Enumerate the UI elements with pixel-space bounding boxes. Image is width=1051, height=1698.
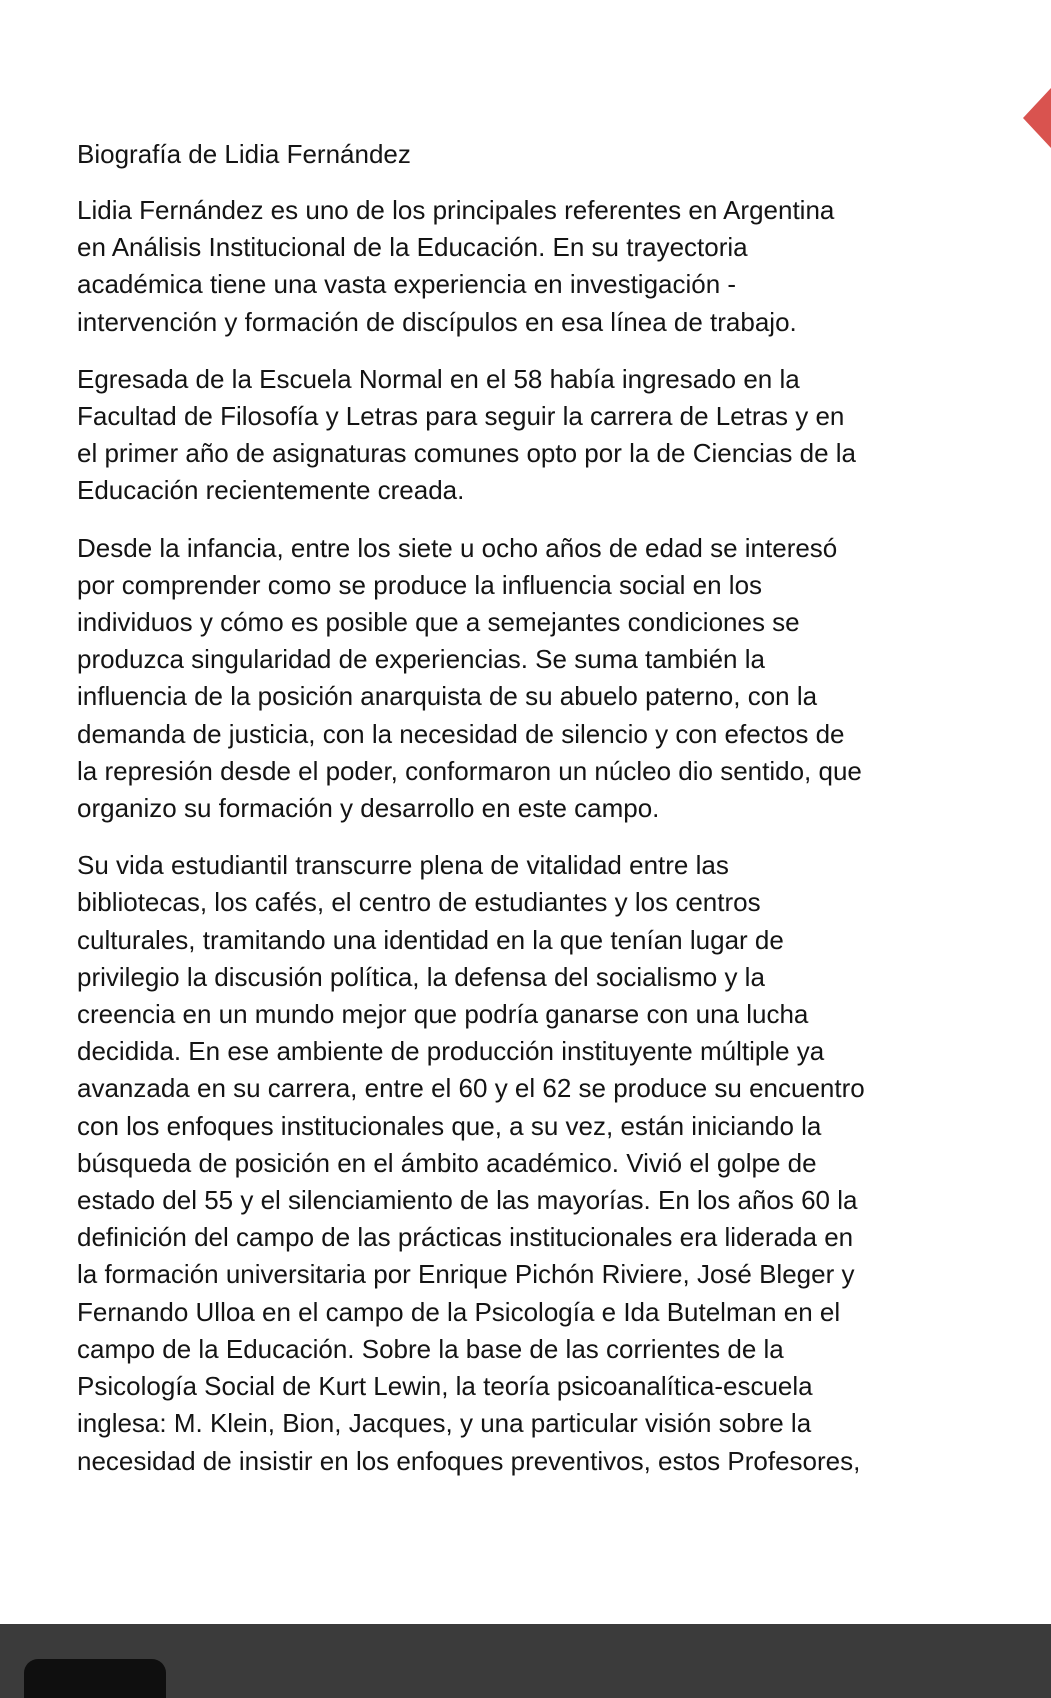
paragraph-4	[77, 847, 1007, 1479]
document-body	[77, 136, 1007, 1500]
text-line: necesidad de insistir en los enfoques preventivos, estos Profesores,	[77, 1445, 861, 1476]
text-line: Psicología Social de Kurt Lewin, la teoría psicoanalítica-escuela	[77, 1371, 813, 1402]
text-line: inglesa: M. Klein, Bion, Jacques, y una particular visión sobre la	[77, 1408, 812, 1439]
page-corner-marker	[1023, 88, 1051, 148]
text-line: campo de la Educación. Sobre la base de las corrientes de la	[77, 1333, 784, 1364]
document-title: Biografía de Lidia Fernández	[77, 139, 411, 169]
text-line: intervención y formación de discípulos en esa línea de trabajo.	[77, 306, 797, 337]
text-line: avanzada en su carrera, entre el 60 y el 62 se produce su encuentro	[77, 1073, 865, 1104]
paragraph-3	[77, 530, 1007, 828]
text-line: organizo su formación y desarrollo en este campo.	[77, 793, 660, 824]
text-line: culturales, tramitando una identidad en la que tenían lugar de	[77, 924, 784, 955]
text-line: definición del campo de las prácticas institucionales era liderada en	[77, 1222, 854, 1253]
text-line: Su vida estudiantil transcurre plena de vitalidad entre las	[77, 850, 729, 881]
text-line: Facultad de Filosofía y Letras para seguir la carrera de Letras y en	[77, 401, 845, 432]
text-line: influencia de la posición anarquista de su abuelo paterno, con la	[77, 681, 818, 712]
text-line: Educación recientemente creada.	[77, 475, 465, 506]
text-line: creencia en un mundo mejor que podría ganarse con una lucha	[77, 999, 809, 1030]
text-line: estado del 55 y el silenciamiento de las mayorías. En los años 60 la	[77, 1185, 858, 1216]
text-line: por comprender como se produce la influencia social en los	[77, 569, 763, 600]
text-line: Desde la infancia, entre los siete u ocho años de edad se interesó	[77, 532, 838, 563]
text-line: búsqueda de posición en el ámbito académico. Vivió el golpe de	[77, 1147, 817, 1178]
text-line: la formación universitaria por Enrique Pichón Riviere, José Bleger y	[77, 1259, 855, 1290]
text-line: Lidia Fernández es uno de los principales referentes en Argentina	[77, 195, 835, 225]
text-line: demanda de justicia, con la necesidad de silencio y con efectos de	[77, 718, 845, 749]
paragraph-1	[77, 192, 1007, 341]
bottom-tab-handle[interactable]	[24, 1659, 166, 1698]
text-line: bibliotecas, los cafés, el centro de estudiantes y los centros	[77, 887, 761, 918]
text-line: produzca singularidad de experiencias. Se suma también la	[77, 644, 765, 675]
text-line: privilegio la discusión política, la defensa del socialismo y la	[77, 961, 765, 992]
text-line: con los enfoques institucionales que, a su vez, están iniciando la	[77, 1110, 822, 1141]
text-line: individuos y cómo es posible que a semejantes condiciones se	[77, 607, 800, 638]
text-line: académica tiene una vasta experiencia en investigación -	[77, 269, 737, 300]
text-line: en Análisis Institucional de la Educación. En su trayectoria	[77, 232, 748, 263]
text-line: Egresada de la Escuela Normal en el 58 había ingresado en la	[77, 363, 800, 394]
text-line: la represión desde el poder, conformaron un núcleo dio sentido, que	[77, 755, 862, 786]
text-line: el primer año de asignaturas comunes opto por la de Ciencias de la	[77, 438, 857, 469]
text-line: Fernando Ulloa en el campo de la Psicología e Ida Butelman en el	[77, 1296, 841, 1327]
text-line: decidida. En ese ambiente de producción instituyente múltiple ya	[77, 1036, 825, 1067]
paragraph-2	[77, 361, 1007, 510]
